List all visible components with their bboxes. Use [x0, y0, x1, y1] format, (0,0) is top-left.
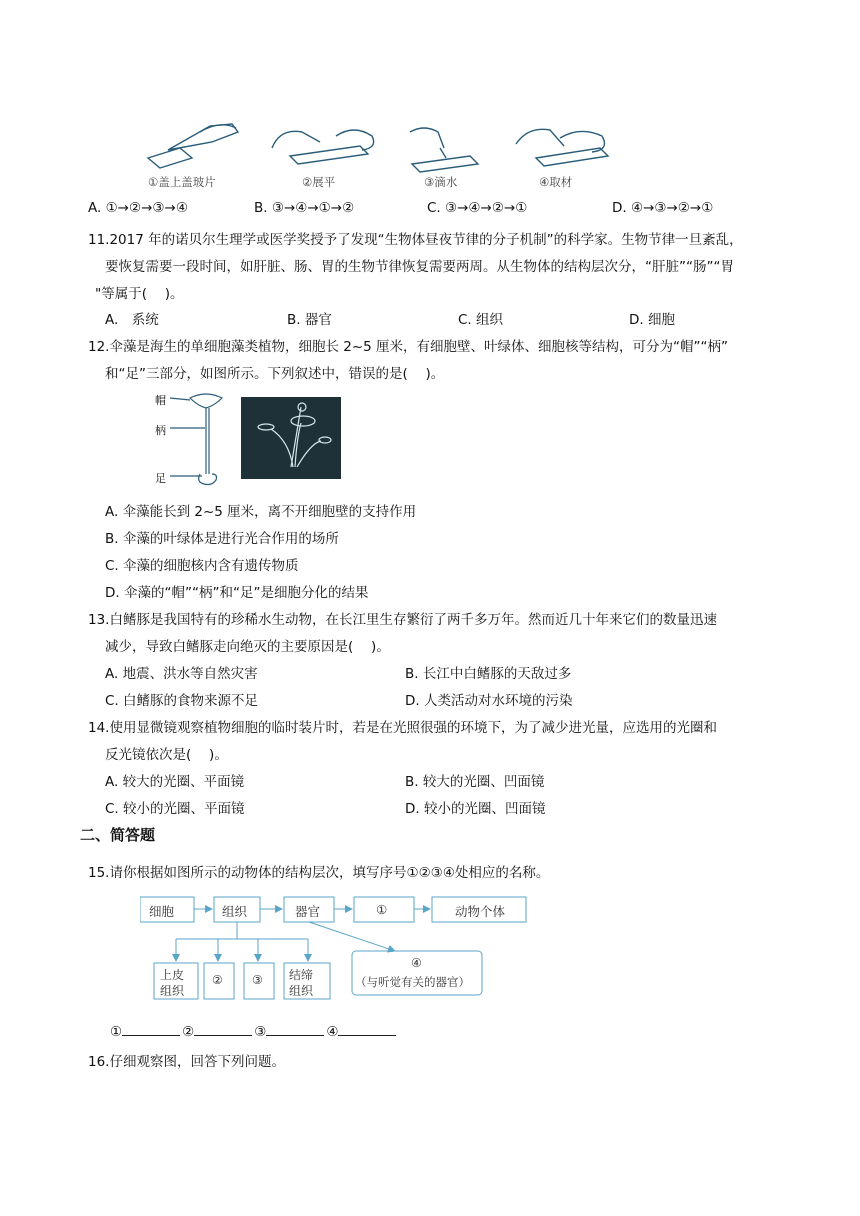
q12-option-b[interactable]: B. 伞藻的叶绿体是进行光合作用的场所 [105, 531, 339, 547]
diagram-label-epithelial-2: 组织 [160, 984, 185, 998]
blank-label-2: ② [182, 1024, 195, 1040]
diagram-label-3: ③ [252, 973, 263, 987]
q15-answer-blanks [110, 1023, 398, 1040]
q12-option-a[interactable]: A. 伞藻能长到 2~5 厘米，离不开细胞壁的支持作用 [105, 504, 417, 520]
q16-text-line1: 16.仔细观察图，回答下列问题。 [88, 1054, 285, 1070]
q14-text-line2: 反光镜依次是( )。 [105, 747, 228, 763]
diagram-label-connective-2: 组织 [289, 984, 314, 998]
q13-option-d[interactable]: D. 人类活动对水环境的污染 [405, 693, 573, 709]
diagram-label-tissue: 组织 [222, 904, 248, 919]
blank-label-3: ③ [254, 1024, 267, 1040]
q11-option-b[interactable]: B. 器官 [287, 312, 332, 328]
q13-option-b[interactable]: B. 长江中白鳍豚的天敌过多 [405, 666, 572, 682]
q13-text-line1: 13.白鳍豚是我国特有的珍稀水生动物，在长江里生存繁衍了两千多万年。然而近几十年来它们的数量迅速 [88, 612, 717, 628]
q11-text-line2: 要恢复需要一段时间，如肝脏、肠、胃的生物节律恢复需要两周。从生物体的结构层次分，“肝脏”“肠”“胃 [105, 259, 734, 275]
blank-label-1: ① [110, 1024, 123, 1040]
diagram-label-4-note: （与听觉有关的器官） [355, 975, 470, 989]
diagram-label-cell: 细胞 [149, 904, 175, 919]
blank-2[interactable] [194, 1023, 252, 1036]
blank-3[interactable] [266, 1023, 324, 1036]
q11-text-line1: 11.2017 年的诺贝尔生理学或医学奖授予了发现“生物体昼夜节律的分子机制”的科学家。生物节律一旦紊乱， [88, 232, 743, 248]
acetabularia-photo [241, 397, 341, 479]
diagram-label-2: ② [212, 973, 223, 987]
q15-text-line1: 15.请你根据如图所示的动物体的结构层次，填写序号①②③④处相应的名称。 [88, 865, 550, 881]
drip-water-drawing [410, 128, 478, 172]
caption-cover-slip: ①盖上盖玻片 [148, 175, 216, 189]
q10-option-c[interactable]: C. ③→④→②→① [427, 200, 528, 216]
label-foot: 足 [155, 472, 166, 485]
q12-text-line1: 12.伞藻是海生的单细胞藻类植物，细胞长 2~5 厘米，有细胞壁、叶绿体、细胞核等结构，可分为“帽”“柄” [88, 339, 729, 355]
q11-option-c[interactable]: C. 组织 [458, 312, 504, 328]
diagram-label-animal: 动物个体 [455, 904, 506, 919]
q11-option-d[interactable]: D. 细胞 [629, 312, 675, 328]
label-stalk: 柄 [155, 424, 166, 437]
q12-text-line2: 和“足”三部分，如图所示。下列叙述中，错误的是( )。 [105, 366, 445, 382]
q11-text-line3: "等属于( )。 [95, 286, 184, 302]
q14-option-d[interactable]: D. 较小的光圈、凹面镜 [405, 801, 546, 817]
cover-slip-drawing [148, 124, 238, 168]
diagram-label-4: ④ [411, 956, 422, 970]
q10-option-a[interactable]: A. ①→②→③→④ [88, 200, 188, 216]
diagram-label-epithelial-1: 上皮 [160, 968, 185, 982]
q13-text-line2: 减少，导致白鳍豚走向绝灭的主要原因是( )。 [105, 639, 390, 655]
blank-1[interactable] [122, 1023, 180, 1036]
blank-4[interactable] [338, 1023, 396, 1036]
caption-drip-water: ③滴水 [424, 175, 458, 189]
diagram-label-1: ① [376, 902, 388, 917]
q14-option-a[interactable]: A. 较大的光圈、平面镜 [105, 774, 245, 790]
caption-flatten: ②展平 [302, 175, 336, 189]
caption-take-material: ④取材 [539, 175, 573, 189]
q14-option-b[interactable]: B. 较大的光圈、凹面镜 [405, 774, 545, 790]
q10-option-b[interactable]: B. ③→④→①→② [254, 200, 355, 216]
diagram-label-organ: 器官 [295, 904, 321, 919]
label-cap: 帽 [155, 394, 166, 407]
q12-option-c[interactable]: C. 伞藻的细胞核内含有遗传物质 [105, 558, 299, 574]
flatten-drawing [272, 130, 374, 164]
take-material-drawing [516, 129, 608, 166]
blank-label-4: ④ [326, 1024, 339, 1040]
section-heading: 二、简答题 [80, 826, 156, 844]
q14-text-line1: 14.使用显微镜观察植物细胞的临时装片时，若是在光照很强的环境下，为了减少进光量，应选用的光圈和 [88, 720, 717, 736]
diagram-label-connective-1: 结缔 [289, 968, 314, 982]
q12-option-d[interactable]: D. 伞藻的“帽”“柄”和“足”是细胞分化的结果 [105, 585, 369, 601]
q10-option-d[interactable]: D. ④→③→②→① [612, 200, 714, 216]
q13-option-a[interactable]: A. 地震、洪水等自然灾害 [105, 666, 258, 682]
q14-option-c[interactable]: C. 较小的光圈、平面镜 [105, 801, 245, 817]
q11-option-a[interactable]: A. 系统 [105, 312, 159, 328]
q13-option-c[interactable]: C. 白鳍豚的食物来源不足 [105, 693, 259, 709]
